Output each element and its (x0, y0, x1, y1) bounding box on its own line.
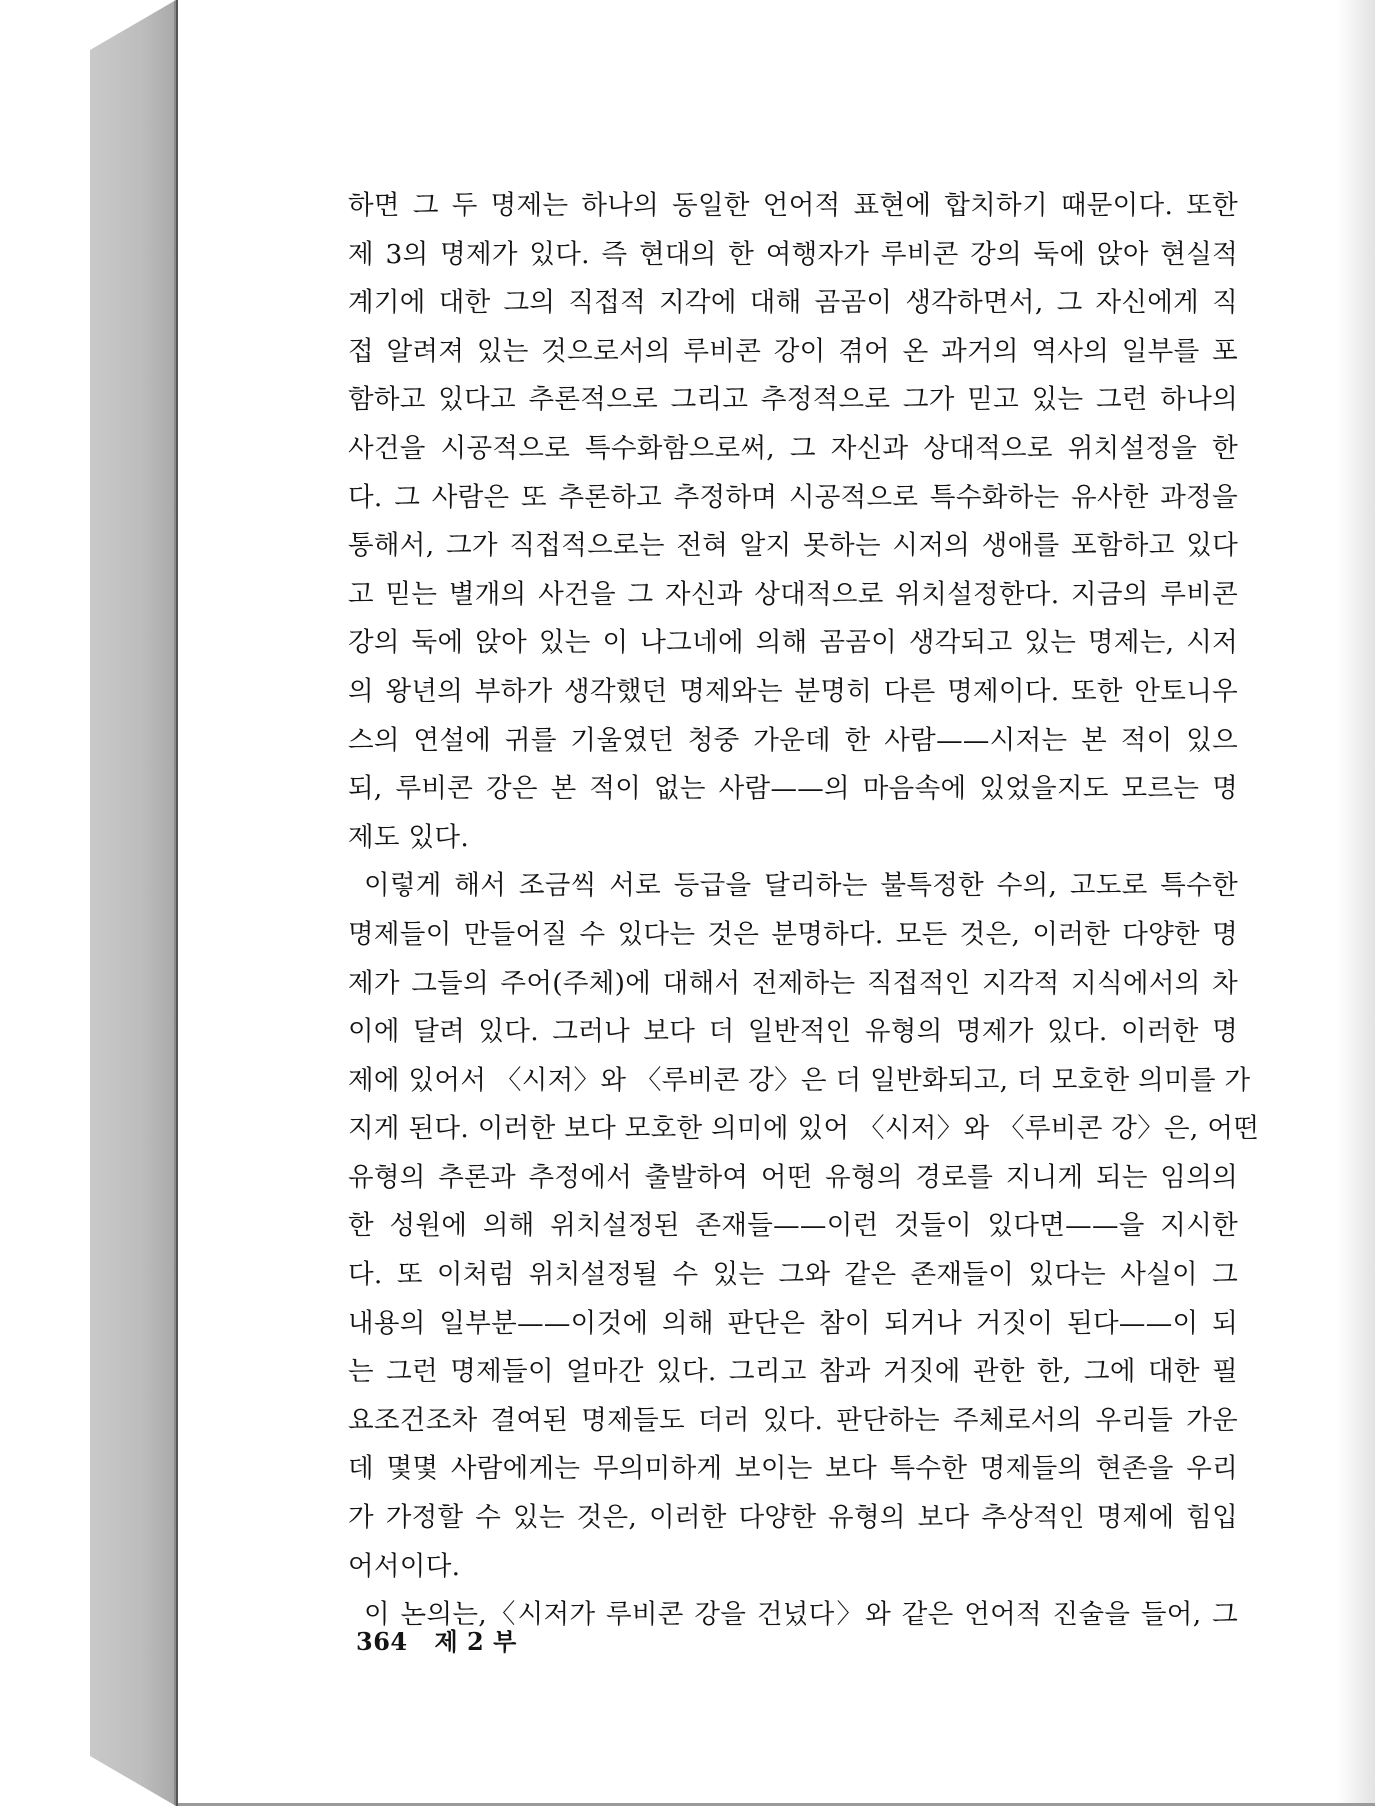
text-line: 사건을 시공적으로 특수화함으로써, 그 자신과 상대적으로 위치설정을 한 (348, 432, 1238, 464)
text-line: 되, 루비콘 강은 본 적이 없는 사람——의 마음속에 있었을지도 모르는 명 (348, 773, 1238, 805)
page-footer (356, 1622, 517, 1657)
text-line: 이에 달려 있다. 그러나 보다 더 일반적인 유형의 명제가 있다. 이러한 명 (348, 1016, 1238, 1048)
text-line: 하면 그 두 명제는 하나의 동일한 언어적 표현에 합치하기 때문이다. 또한 (348, 190, 1238, 221)
text-line: 함하고 있다고 추론적으로 그리고 추정적으로 그가 믿고 있는 그런 하나의 (348, 384, 1238, 416)
book-spine-edge (90, 0, 176, 1806)
text-line: 유형의 추론과 추정에서 출발하여 어떤 유형의 경로를 지니게 되는 임의의 (348, 1161, 1238, 1193)
text-line: 제가 그들의 주어(주체)에 대해서 전제하는 직접적인 지각적 지식에서의 차 (348, 967, 1238, 999)
text-line: 이 논의는,〈시저가 루비콘 강을 건넜다〉와 같은 언어적 진술을 들어, 그 (364, 1599, 1238, 1631)
text-line: 어서이다. (348, 1550, 461, 1582)
page-number: 364 (356, 1627, 408, 1656)
text-line: 제 3의 명제가 있다. 즉 현대의 한 여행자가 루비콘 강의 둑에 앉아 현실적 (348, 238, 1238, 270)
book-page (176, 0, 1375, 1806)
text-line: 접 알려져 있는 것으로서의 루비콘 강이 겪어 온 과거의 역사의 일부를 포 (348, 335, 1238, 367)
text-line: 이렇게 해서 조금씩 서로 등급을 달리하는 불특정한 수의, 고도로 특수한 (364, 870, 1238, 902)
text-line: 한 성원에 의해 위치설정된 존재들——이런 것들이 있다면——을 지시한 (348, 1210, 1238, 1242)
text-line: 가 가정할 수 있는 것은, 이러한 다양한 유형의 보다 추상적인 명제에 힘입 (348, 1502, 1238, 1534)
text-line: 다. 그 사람은 또 추론하고 추정하며 시공적으로 특수화하는 유사한 과정을 (348, 481, 1238, 513)
text-line: 는 그런 명제들이 얼마간 있다. 그리고 참과 거짓에 관한 한, 그에 대한 필 (348, 1356, 1238, 1388)
text-line: 다. 또 이처럼 위치설정될 수 있는 그와 같은 존재들이 있다는 사실이 그 (348, 1259, 1238, 1291)
text-line: 의 왕년의 부하가 생각했던 명제와는 분명히 다른 명제이다. 또한 안토니우 (348, 675, 1238, 707)
body-text (348, 182, 1260, 1640)
text-line: 고 믿는 별개의 사건을 그 자신과 상대적으로 위치설정한다. 지금의 루비콘 (348, 578, 1238, 610)
part-label: 제 2 부 (434, 1627, 517, 1656)
text-line: 통해서, 그가 직접적으로는 전혀 알지 못하는 시저의 생애를 포함하고 있다 (348, 530, 1238, 562)
text-line: 스의 연설에 귀를 기울였던 청중 가운데 한 사람——시저는 본 적이 있으 (348, 724, 1238, 756)
text-line: 지게 된다. 이러한 보다 모호한 의미에 있어 〈시저〉와 〈루비콘 강〉은, 어떤 (348, 1113, 1260, 1145)
text-line: 요조건조차 결여된 명제들도 더러 있다. 판단하는 주체로서의 우리들 가운 (348, 1404, 1238, 1436)
text-line: 데 몇몇 사람에게는 무의미하게 보이는 보다 특수한 명제들의 현존을 우리 (348, 1453, 1238, 1485)
text-line: 제에 있어서 〈시저〉와 〈루비콘 강〉은 더 일반화되고, 더 모호한 의미를 가 (348, 1064, 1251, 1096)
text-line: 내용의 일부분——이것에 의해 판단은 참이 되거나 거짓이 된다——이 되 (348, 1307, 1238, 1339)
text-line: 제도 있다. (348, 821, 470, 853)
text-line: 계기에 대한 그의 직접적 지각에 대해 곰곰이 생각하면서, 그 자신에게 직 (348, 287, 1238, 319)
text-line: 명제들이 만들어질 수 있다는 것은 분명하다. 모든 것은, 이러한 다양한 명 (348, 918, 1238, 950)
page-shade (1337, 0, 1375, 1806)
text-line: 강의 둑에 앉아 있는 이 나그네에 의해 곰곰이 생각되고 있는 명제는, 시저 (348, 627, 1238, 659)
